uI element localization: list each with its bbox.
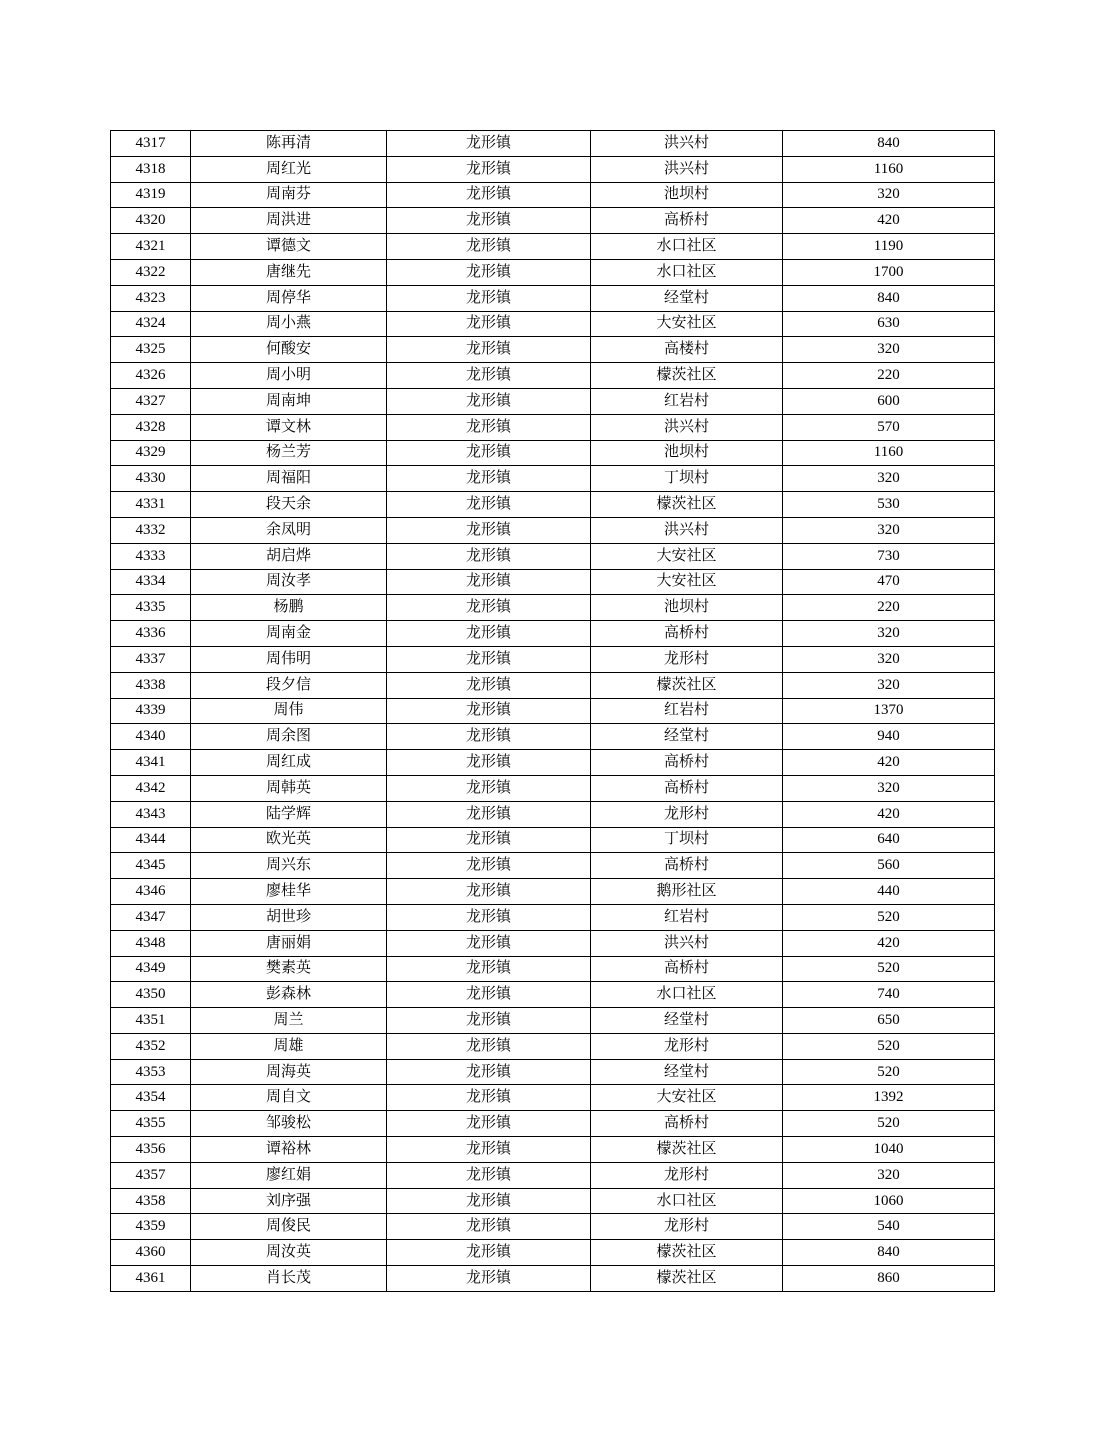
- table-row: [111, 724, 995, 750]
- cell-id: 4352: [111, 1033, 191, 1059]
- cell-village: 红岩村: [591, 388, 783, 414]
- cell-village: 高桥村: [591, 956, 783, 982]
- table-row: [111, 904, 995, 930]
- cell-town: 龙形镇: [387, 595, 591, 621]
- cell-name: 段天余: [191, 492, 387, 518]
- table-row: [111, 956, 995, 982]
- cell-id: 4345: [111, 853, 191, 879]
- cell-amount: 320: [783, 646, 995, 672]
- cell-town: 龙形镇: [387, 156, 591, 182]
- cell-town: 龙形镇: [387, 388, 591, 414]
- cell-town: 龙形镇: [387, 569, 591, 595]
- cell-id: 4335: [111, 595, 191, 621]
- cell-id: 4349: [111, 956, 191, 982]
- cell-id: 4325: [111, 337, 191, 363]
- cell-town: 龙形镇: [387, 853, 591, 879]
- cell-town: 龙形镇: [387, 930, 591, 956]
- cell-town: 龙形镇: [387, 982, 591, 1008]
- cell-town: 龙形镇: [387, 1111, 591, 1137]
- cell-village: 龙形村: [591, 1033, 783, 1059]
- cell-id: 4360: [111, 1240, 191, 1266]
- table-row: [111, 1240, 995, 1266]
- table-row: [111, 208, 995, 234]
- cell-id: 4358: [111, 1188, 191, 1214]
- cell-id: 4320: [111, 208, 191, 234]
- cell-name: 廖红娟: [191, 1162, 387, 1188]
- cell-amount: 520: [783, 1033, 995, 1059]
- cell-amount: 1060: [783, 1188, 995, 1214]
- cell-village: 高桥村: [591, 775, 783, 801]
- cell-amount: 420: [783, 930, 995, 956]
- table-row: [111, 182, 995, 208]
- cell-village: 经堂村: [591, 285, 783, 311]
- cell-village: 水口社区: [591, 1188, 783, 1214]
- cell-name: 陆学辉: [191, 801, 387, 827]
- table-row: [111, 1033, 995, 1059]
- cell-id: 4355: [111, 1111, 191, 1137]
- table-row: [111, 982, 995, 1008]
- cell-town: 龙形镇: [387, 1240, 591, 1266]
- cell-id: 4356: [111, 1137, 191, 1163]
- cell-town: 龙形镇: [387, 182, 591, 208]
- cell-village: 洪兴村: [591, 414, 783, 440]
- cell-village: 洪兴村: [591, 156, 783, 182]
- cell-amount: 220: [783, 595, 995, 621]
- cell-village: 檬茨社区: [591, 672, 783, 698]
- cell-town: 龙形镇: [387, 724, 591, 750]
- cell-name: 段夕信: [191, 672, 387, 698]
- cell-town: 龙形镇: [387, 543, 591, 569]
- table-row: [111, 156, 995, 182]
- cell-name: 唐丽娟: [191, 930, 387, 956]
- cell-name: 周俊民: [191, 1214, 387, 1240]
- cell-town: 龙形镇: [387, 698, 591, 724]
- cell-town: 龙形镇: [387, 363, 591, 389]
- cell-id: 4318: [111, 156, 191, 182]
- cell-village: 红岩村: [591, 904, 783, 930]
- cell-village: 丁坝村: [591, 827, 783, 853]
- cell-town: 龙形镇: [387, 1008, 591, 1034]
- cell-id: 4340: [111, 724, 191, 750]
- cell-town: 龙形镇: [387, 466, 591, 492]
- cell-name: 周南坤: [191, 388, 387, 414]
- cell-village: 檬茨社区: [591, 492, 783, 518]
- cell-village: 檬茨社区: [591, 1240, 783, 1266]
- cell-town: 龙形镇: [387, 517, 591, 543]
- cell-village: 高桥村: [591, 853, 783, 879]
- table-row: [111, 1162, 995, 1188]
- cell-name: 周伟明: [191, 646, 387, 672]
- cell-name: 樊素英: [191, 956, 387, 982]
- cell-town: 龙形镇: [387, 775, 591, 801]
- cell-town: 龙形镇: [387, 1266, 591, 1292]
- cell-name: 周红光: [191, 156, 387, 182]
- table-row: [111, 1137, 995, 1163]
- cell-village: 红岩村: [591, 698, 783, 724]
- cell-village: 洪兴村: [591, 930, 783, 956]
- table-row: [111, 879, 995, 905]
- cell-amount: 320: [783, 517, 995, 543]
- table-row: [111, 337, 995, 363]
- cell-village: 龙形村: [591, 1214, 783, 1240]
- cell-village: 高桥村: [591, 1111, 783, 1137]
- cell-village: 池坝村: [591, 440, 783, 466]
- cell-amount: 1190: [783, 234, 995, 260]
- cell-town: 龙形镇: [387, 801, 591, 827]
- cell-town: 龙形镇: [387, 750, 591, 776]
- cell-village: 经堂村: [591, 1008, 783, 1034]
- cell-amount: 320: [783, 775, 995, 801]
- cell-village: 水口社区: [591, 982, 783, 1008]
- cell-id: 4353: [111, 1059, 191, 1085]
- cell-id: 4329: [111, 440, 191, 466]
- cell-id: 4323: [111, 285, 191, 311]
- cell-name: 肖长茂: [191, 1266, 387, 1292]
- cell-id: 4333: [111, 543, 191, 569]
- cell-amount: 1160: [783, 440, 995, 466]
- cell-town: 龙形镇: [387, 131, 591, 157]
- cell-id: 4339: [111, 698, 191, 724]
- cell-name: 周海英: [191, 1059, 387, 1085]
- cell-amount: 420: [783, 801, 995, 827]
- cell-village: 檬茨社区: [591, 363, 783, 389]
- cell-village: 丁坝村: [591, 466, 783, 492]
- cell-name: 周南芬: [191, 182, 387, 208]
- cell-village: 龙形村: [591, 646, 783, 672]
- cell-amount: 470: [783, 569, 995, 595]
- cell-id: 4324: [111, 311, 191, 337]
- table-row: [111, 388, 995, 414]
- table-row: [111, 1008, 995, 1034]
- table-row: [111, 131, 995, 157]
- cell-amount: 570: [783, 414, 995, 440]
- cell-name: 余凤明: [191, 517, 387, 543]
- cell-village: 龙形村: [591, 801, 783, 827]
- cell-amount: 840: [783, 285, 995, 311]
- cell-amount: 630: [783, 311, 995, 337]
- table-row: [111, 311, 995, 337]
- cell-amount: 320: [783, 466, 995, 492]
- cell-id: 4341: [111, 750, 191, 776]
- cell-village: 经堂村: [591, 724, 783, 750]
- payment-table: [110, 130, 995, 1292]
- cell-town: 龙形镇: [387, 414, 591, 440]
- cell-name: 彭森林: [191, 982, 387, 1008]
- table-row: [111, 234, 995, 260]
- table-row: [111, 775, 995, 801]
- cell-id: 4361: [111, 1266, 191, 1292]
- cell-village: 高桥村: [591, 621, 783, 647]
- cell-amount: 220: [783, 363, 995, 389]
- table-row: [111, 930, 995, 956]
- table-row: [111, 750, 995, 776]
- cell-town: 龙形镇: [387, 1085, 591, 1111]
- cell-id: 4343: [111, 801, 191, 827]
- cell-amount: 520: [783, 1111, 995, 1137]
- cell-id: 4347: [111, 904, 191, 930]
- cell-village: 高楼村: [591, 337, 783, 363]
- cell-name: 周红成: [191, 750, 387, 776]
- cell-amount: 440: [783, 879, 995, 905]
- cell-village: 大安社区: [591, 543, 783, 569]
- cell-name: 何酸安: [191, 337, 387, 363]
- table-row: [111, 853, 995, 879]
- cell-amount: 420: [783, 208, 995, 234]
- table-row: [111, 466, 995, 492]
- cell-amount: 1160: [783, 156, 995, 182]
- cell-village: 洪兴村: [591, 517, 783, 543]
- cell-town: 龙形镇: [387, 956, 591, 982]
- cell-name: 周伟: [191, 698, 387, 724]
- cell-id: 4336: [111, 621, 191, 647]
- cell-name: 廖桂华: [191, 879, 387, 905]
- cell-name: 周洪进: [191, 208, 387, 234]
- table-row: [111, 285, 995, 311]
- cell-name: 周汝孝: [191, 569, 387, 595]
- cell-village: 经堂村: [591, 1059, 783, 1085]
- cell-id: 4354: [111, 1085, 191, 1111]
- cell-amount: 320: [783, 672, 995, 698]
- cell-town: 龙形镇: [387, 311, 591, 337]
- table-row: [111, 801, 995, 827]
- cell-amount: 650: [783, 1008, 995, 1034]
- cell-amount: 520: [783, 956, 995, 982]
- cell-id: 4342: [111, 775, 191, 801]
- cell-town: 龙形镇: [387, 1162, 591, 1188]
- cell-name: 胡世珍: [191, 904, 387, 930]
- table-row: [111, 1111, 995, 1137]
- cell-id: 4322: [111, 259, 191, 285]
- cell-town: 龙形镇: [387, 285, 591, 311]
- cell-name: 谭裕林: [191, 1137, 387, 1163]
- cell-name: 周余图: [191, 724, 387, 750]
- cell-village: 龙形村: [591, 1162, 783, 1188]
- cell-amount: 840: [783, 1240, 995, 1266]
- cell-name: 周小燕: [191, 311, 387, 337]
- cell-town: 龙形镇: [387, 234, 591, 260]
- cell-name: 唐继先: [191, 259, 387, 285]
- cell-id: 4334: [111, 569, 191, 595]
- cell-id: 4348: [111, 930, 191, 956]
- cell-name: 邹骏松: [191, 1111, 387, 1137]
- cell-id: 4338: [111, 672, 191, 698]
- cell-id: 4357: [111, 1162, 191, 1188]
- cell-id: 4346: [111, 879, 191, 905]
- cell-village: 鹅形社区: [591, 879, 783, 905]
- cell-town: 龙形镇: [387, 879, 591, 905]
- table-row: [111, 259, 995, 285]
- table-row: [111, 1214, 995, 1240]
- table-row: [111, 492, 995, 518]
- cell-name: 周小明: [191, 363, 387, 389]
- cell-town: 龙形镇: [387, 904, 591, 930]
- table-row: [111, 543, 995, 569]
- cell-town: 龙形镇: [387, 337, 591, 363]
- table-row: [111, 646, 995, 672]
- cell-name: 周汝英: [191, 1240, 387, 1266]
- cell-name: 谭文林: [191, 414, 387, 440]
- cell-village: 水口社区: [591, 259, 783, 285]
- cell-name: 谭德文: [191, 234, 387, 260]
- cell-name: 欧光英: [191, 827, 387, 853]
- table-row: [111, 698, 995, 724]
- cell-town: 龙形镇: [387, 1059, 591, 1085]
- cell-id: 4332: [111, 517, 191, 543]
- cell-amount: 840: [783, 131, 995, 157]
- cell-amount: 740: [783, 982, 995, 1008]
- table-row: [111, 414, 995, 440]
- cell-amount: 540: [783, 1214, 995, 1240]
- cell-town: 龙形镇: [387, 1214, 591, 1240]
- cell-amount: 320: [783, 337, 995, 363]
- cell-name: 周雄: [191, 1033, 387, 1059]
- cell-village: 檬茨社区: [591, 1266, 783, 1292]
- cell-village: 高桥村: [591, 208, 783, 234]
- cell-id: 4326: [111, 363, 191, 389]
- cell-amount: 640: [783, 827, 995, 853]
- cell-town: 龙形镇: [387, 1188, 591, 1214]
- cell-village: 高桥村: [591, 750, 783, 776]
- cell-village: 大安社区: [591, 569, 783, 595]
- cell-id: 4344: [111, 827, 191, 853]
- cell-name: 周韩英: [191, 775, 387, 801]
- cell-amount: 530: [783, 492, 995, 518]
- table-row: [111, 517, 995, 543]
- table-row: [111, 1188, 995, 1214]
- cell-amount: 1040: [783, 1137, 995, 1163]
- cell-village: 檬茨社区: [591, 1137, 783, 1163]
- cell-id: 4351: [111, 1008, 191, 1034]
- cell-id: 4321: [111, 234, 191, 260]
- cell-amount: 420: [783, 750, 995, 776]
- cell-town: 龙形镇: [387, 1137, 591, 1163]
- cell-name: 周福阳: [191, 466, 387, 492]
- cell-village: 池坝村: [591, 595, 783, 621]
- cell-town: 龙形镇: [387, 259, 591, 285]
- cell-village: 大安社区: [591, 1085, 783, 1111]
- cell-amount: 1700: [783, 259, 995, 285]
- cell-amount: 520: [783, 1059, 995, 1085]
- cell-name: 杨鹏: [191, 595, 387, 621]
- cell-id: 4317: [111, 131, 191, 157]
- cell-id: 4327: [111, 388, 191, 414]
- cell-amount: 1392: [783, 1085, 995, 1111]
- table-row: [111, 672, 995, 698]
- cell-amount: 520: [783, 904, 995, 930]
- table-row: [111, 827, 995, 853]
- table-body: [111, 131, 995, 1292]
- cell-amount: 860: [783, 1266, 995, 1292]
- cell-name: 周停华: [191, 285, 387, 311]
- cell-id: 4350: [111, 982, 191, 1008]
- cell-amount: 560: [783, 853, 995, 879]
- cell-name: 周南金: [191, 621, 387, 647]
- cell-amount: 320: [783, 182, 995, 208]
- cell-id: 4319: [111, 182, 191, 208]
- table-row: [111, 1085, 995, 1111]
- cell-id: 4337: [111, 646, 191, 672]
- cell-village: 水口社区: [591, 234, 783, 260]
- table-row: [111, 1059, 995, 1085]
- cell-amount: 320: [783, 1162, 995, 1188]
- cell-name: 杨兰芳: [191, 440, 387, 466]
- cell-town: 龙形镇: [387, 621, 591, 647]
- cell-id: 4331: [111, 492, 191, 518]
- table-row: [111, 440, 995, 466]
- table-row: [111, 363, 995, 389]
- cell-name: 刘序强: [191, 1188, 387, 1214]
- cell-town: 龙形镇: [387, 827, 591, 853]
- cell-amount: 1370: [783, 698, 995, 724]
- cell-amount: 600: [783, 388, 995, 414]
- cell-village: 大安社区: [591, 311, 783, 337]
- cell-village: 池坝村: [591, 182, 783, 208]
- cell-id: 4359: [111, 1214, 191, 1240]
- cell-town: 龙形镇: [387, 208, 591, 234]
- cell-village: 洪兴村: [591, 131, 783, 157]
- cell-amount: 320: [783, 621, 995, 647]
- cell-town: 龙形镇: [387, 492, 591, 518]
- cell-town: 龙形镇: [387, 646, 591, 672]
- cell-town: 龙形镇: [387, 440, 591, 466]
- cell-name: 陈再清: [191, 131, 387, 157]
- cell-town: 龙形镇: [387, 672, 591, 698]
- table-row: [111, 595, 995, 621]
- cell-id: 4330: [111, 466, 191, 492]
- cell-id: 4328: [111, 414, 191, 440]
- cell-name: 胡启烨: [191, 543, 387, 569]
- cell-amount: 940: [783, 724, 995, 750]
- cell-name: 周兴东: [191, 853, 387, 879]
- table-row: [111, 621, 995, 647]
- cell-amount: 730: [783, 543, 995, 569]
- cell-name: 周自文: [191, 1085, 387, 1111]
- table-row: [111, 1266, 995, 1292]
- cell-town: 龙形镇: [387, 1033, 591, 1059]
- table-row: [111, 569, 995, 595]
- cell-name: 周兰: [191, 1008, 387, 1034]
